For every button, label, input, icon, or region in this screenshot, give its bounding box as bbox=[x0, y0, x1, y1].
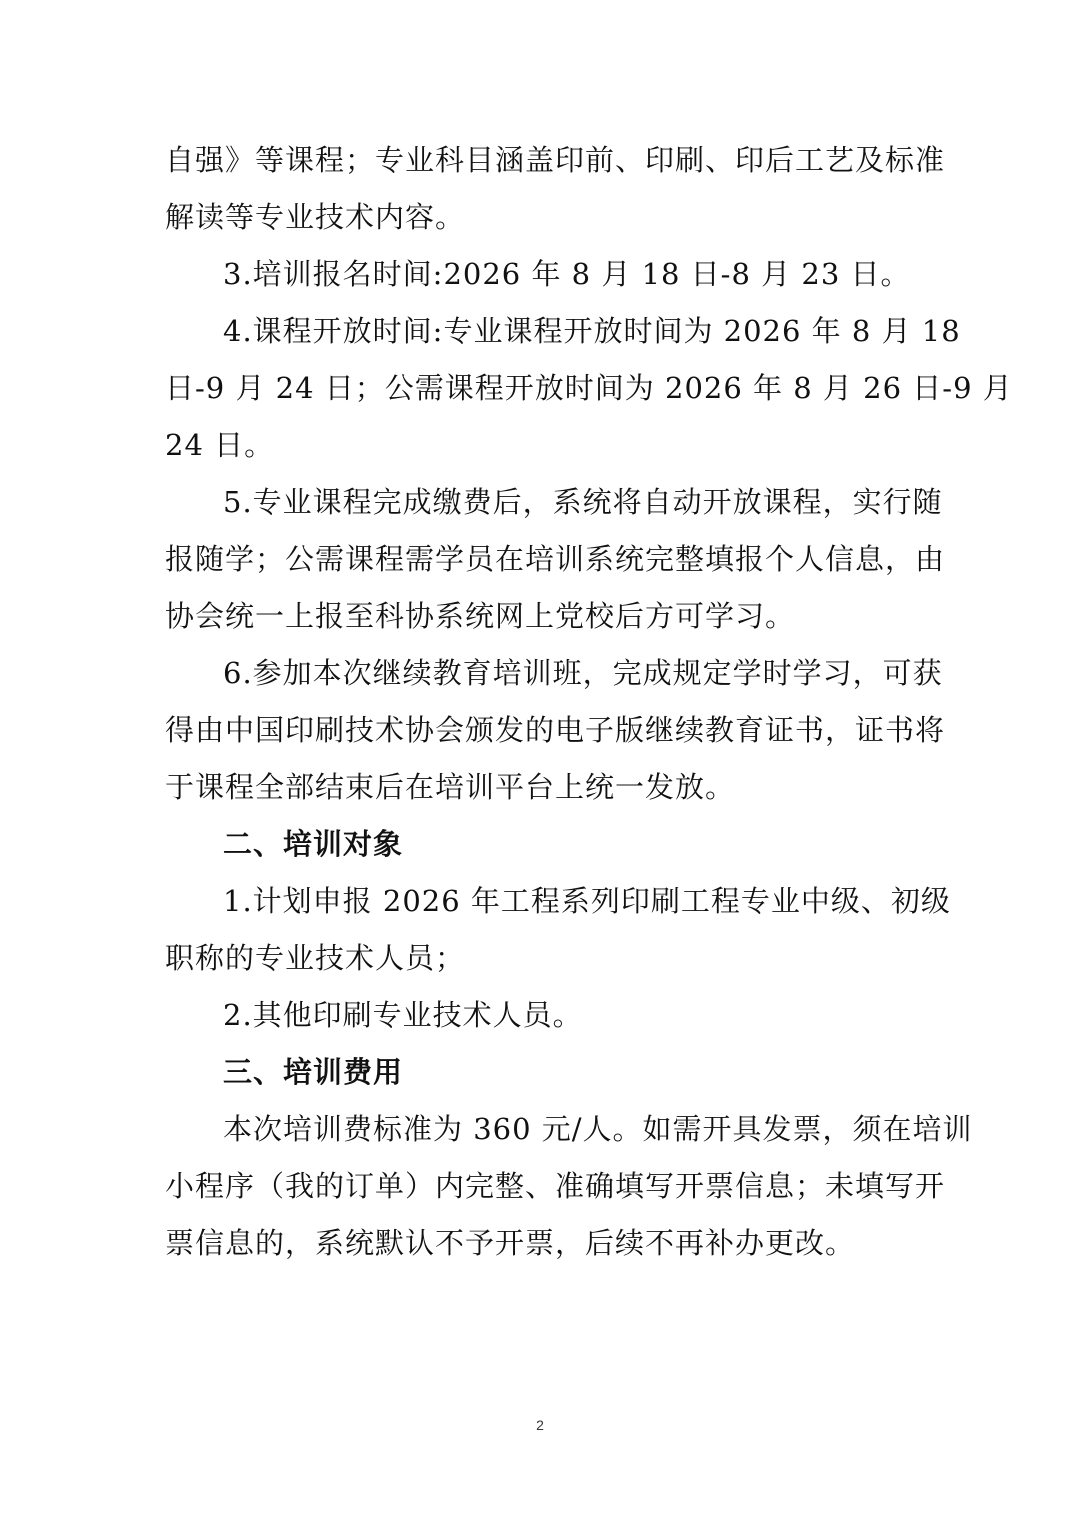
list-item-4: 4.课程开放时间:专业课程开放时间为 2026 年 8 月 18 bbox=[223, 314, 961, 348]
page-number: 2 bbox=[536, 1417, 544, 1433]
paragraph-line: 协会统一上报至科协系统网上党校后方可学习。 bbox=[165, 599, 796, 633]
list-item-3: 3.培训报名时间:2026 年 8 月 18 日-8 月 23 日。 bbox=[223, 257, 911, 291]
paragraph-line: 票信息的，系统默认不予开票，后续不再补办更改。 bbox=[165, 1226, 856, 1260]
list-item-1: 1.计划申报 2026 年工程系列印刷工程专业中级、初级 bbox=[223, 884, 951, 918]
paragraph-line: 日-9 月 24 日；公需课程开放时间为 2026 年 8 月 26 日-9 月 bbox=[165, 371, 1013, 405]
list-item-2: 2.其他印刷专业技术人员。 bbox=[223, 998, 583, 1032]
paragraph-line: 职称的专业技术人员； bbox=[165, 941, 466, 975]
list-item-6: 6.参加本次继续教育培训班，完成规定学时学习，可获 bbox=[223, 656, 943, 690]
section-heading-training-fee: 三、培训费用 bbox=[223, 1055, 404, 1089]
paragraph-line: 自强》等课程；专业科目涵盖印前、印刷、印后工艺及标准 bbox=[165, 143, 946, 177]
paragraph-line: 解读等专业技术内容。 bbox=[165, 200, 466, 234]
paragraph-line: 24 日。 bbox=[165, 428, 275, 462]
paragraph-line: 本次培训费标准为 360 元/人。如需开具发票，须在培训 bbox=[223, 1112, 973, 1146]
paragraph-line: 报随学；公需课程需学员在培训系统完整填报个人信息，由 bbox=[165, 542, 946, 576]
paragraph-line: 小程序（我的订单）内完整、准确填写开票信息；未填写开 bbox=[165, 1169, 946, 1203]
paragraph-line: 得由中国印刷技术协会颁发的电子版继续教育证书，证书将 bbox=[165, 713, 946, 747]
paragraph-line: 于课程全部结束后在培训平台上统一发放。 bbox=[165, 770, 736, 804]
section-heading-training-target: 二、培训对象 bbox=[223, 827, 404, 861]
list-item-5: 5.专业课程完成缴费后，系统将自动开放课程，实行随 bbox=[223, 485, 943, 519]
